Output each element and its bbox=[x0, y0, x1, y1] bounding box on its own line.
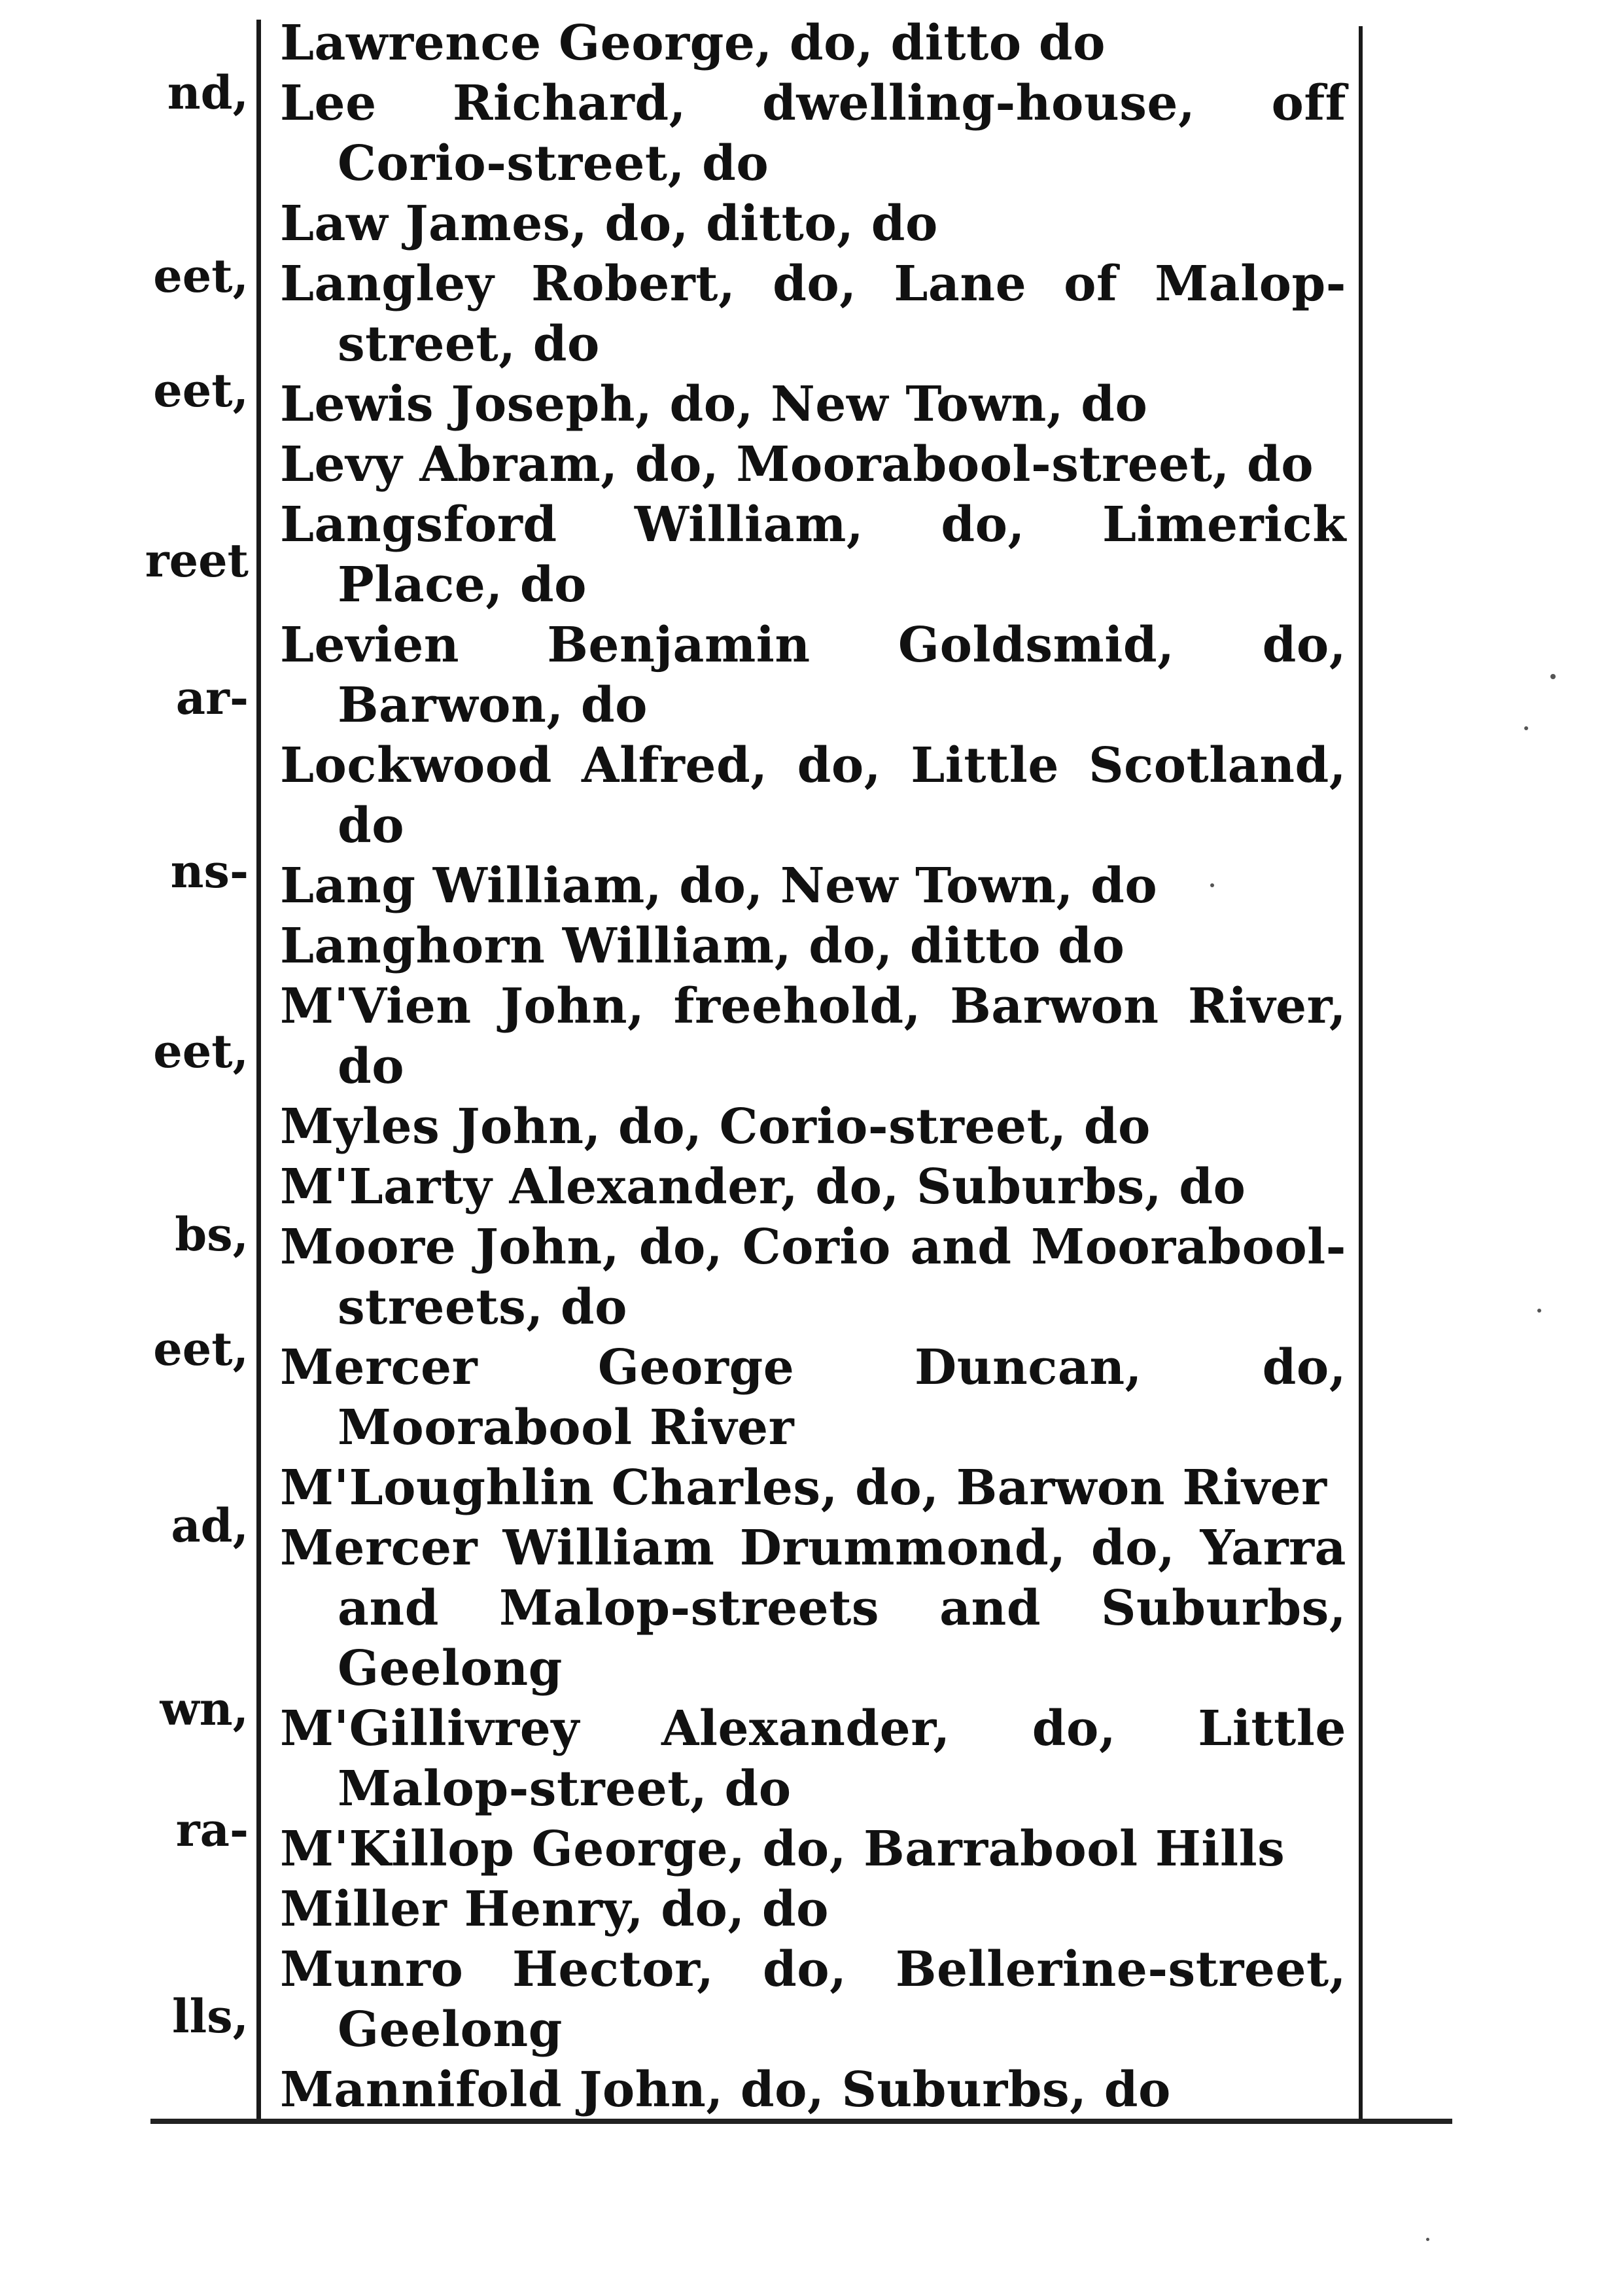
left-fragment: nd, bbox=[167, 65, 249, 120]
left-fragment: reet bbox=[145, 533, 249, 588]
column-rule-right bbox=[1359, 26, 1363, 2123]
entry-item: Mannifold John, do, Suburbs, do bbox=[280, 2062, 1171, 2118]
entry-item: Langsford William, do, Limerick Place, do bbox=[280, 497, 1346, 613]
left-fragment: wn, bbox=[160, 1682, 249, 1736]
left-fragment: ar- bbox=[175, 671, 249, 725]
left-fragment: eet, bbox=[153, 1322, 249, 1376]
entry-item: Moore John, do, Corio and Moorabool-streets, do bbox=[280, 1219, 1346, 1335]
entry-item: Langley Robert, do, Lane of Malop-street, do bbox=[280, 256, 1346, 372]
scan-speck bbox=[1537, 1309, 1541, 1313]
entry-item: Mercer George Duncan, do, Moorabool River bbox=[280, 1339, 1346, 1456]
entry-item: M'Killop George, do, Barrabool Hills bbox=[280, 1821, 1285, 1877]
scan-speck bbox=[1210, 883, 1214, 887]
entry-item: Langhorn William, do, ditto do bbox=[280, 918, 1125, 974]
entry-item: Mercer William Drummond, do, Yarra and Malop-streets and Suburbs, Geelong bbox=[280, 1520, 1346, 1697]
scan-speck bbox=[1426, 2238, 1429, 2241]
left-fragment: ns- bbox=[170, 844, 249, 898]
left-fragment: eet, bbox=[153, 363, 249, 417]
column-rule-left bbox=[256, 20, 261, 2123]
left-fragment: eet, bbox=[153, 249, 249, 303]
entries-column bbox=[280, 13, 1346, 2120]
left-fragment: lls, bbox=[172, 1989, 249, 2043]
entry-item: Miller Henry, do, do bbox=[280, 1881, 829, 1937]
entry-item: Levy Abram, do, Moorabool-street, do bbox=[280, 436, 1314, 493]
left-fragment: ad, bbox=[171, 1498, 249, 1553]
entry-item: Lewis Joseph, do, New Town, do bbox=[280, 376, 1148, 433]
left-fragment: ra- bbox=[175, 1803, 249, 1857]
left-fragment: bs, bbox=[175, 1207, 249, 1262]
entry-item: Levien Benjamin Goldsmid, do, Barwon, do bbox=[280, 617, 1346, 733]
entry-item: Myles John, do, Corio-street, do bbox=[280, 1099, 1151, 1155]
entry-item: M'Gillivrey Alexander, do, Little Malop-street, do bbox=[280, 1701, 1346, 1817]
entry-item: Lawrence George, do, ditto do bbox=[280, 15, 1106, 71]
entry-item: Lockwood Alfred, do, Little Scotland, do bbox=[280, 737, 1346, 854]
scan-speck bbox=[1550, 674, 1556, 679]
scan-speck bbox=[1524, 726, 1528, 730]
entry-item: Munro Hector, do, Bellerine-street, Geelong bbox=[280, 1941, 1346, 2058]
left-fragment: eet, bbox=[153, 1024, 249, 1078]
entry-item: Law James, do, ditto, do bbox=[280, 196, 938, 252]
entry-item: Lee Richard, dwelling-house, off Corio-street, do bbox=[280, 75, 1346, 192]
entry-item: M'Loughlin Charles, do, Barwon River bbox=[280, 1460, 1327, 1516]
entry-item: M'Vien John, freehold, Barwon River, do bbox=[280, 978, 1346, 1095]
entry-item: M'Larty Alexander, do, Suburbs, do bbox=[280, 1159, 1246, 1215]
entry-item: Lang William, do, New Town, do bbox=[280, 858, 1158, 914]
